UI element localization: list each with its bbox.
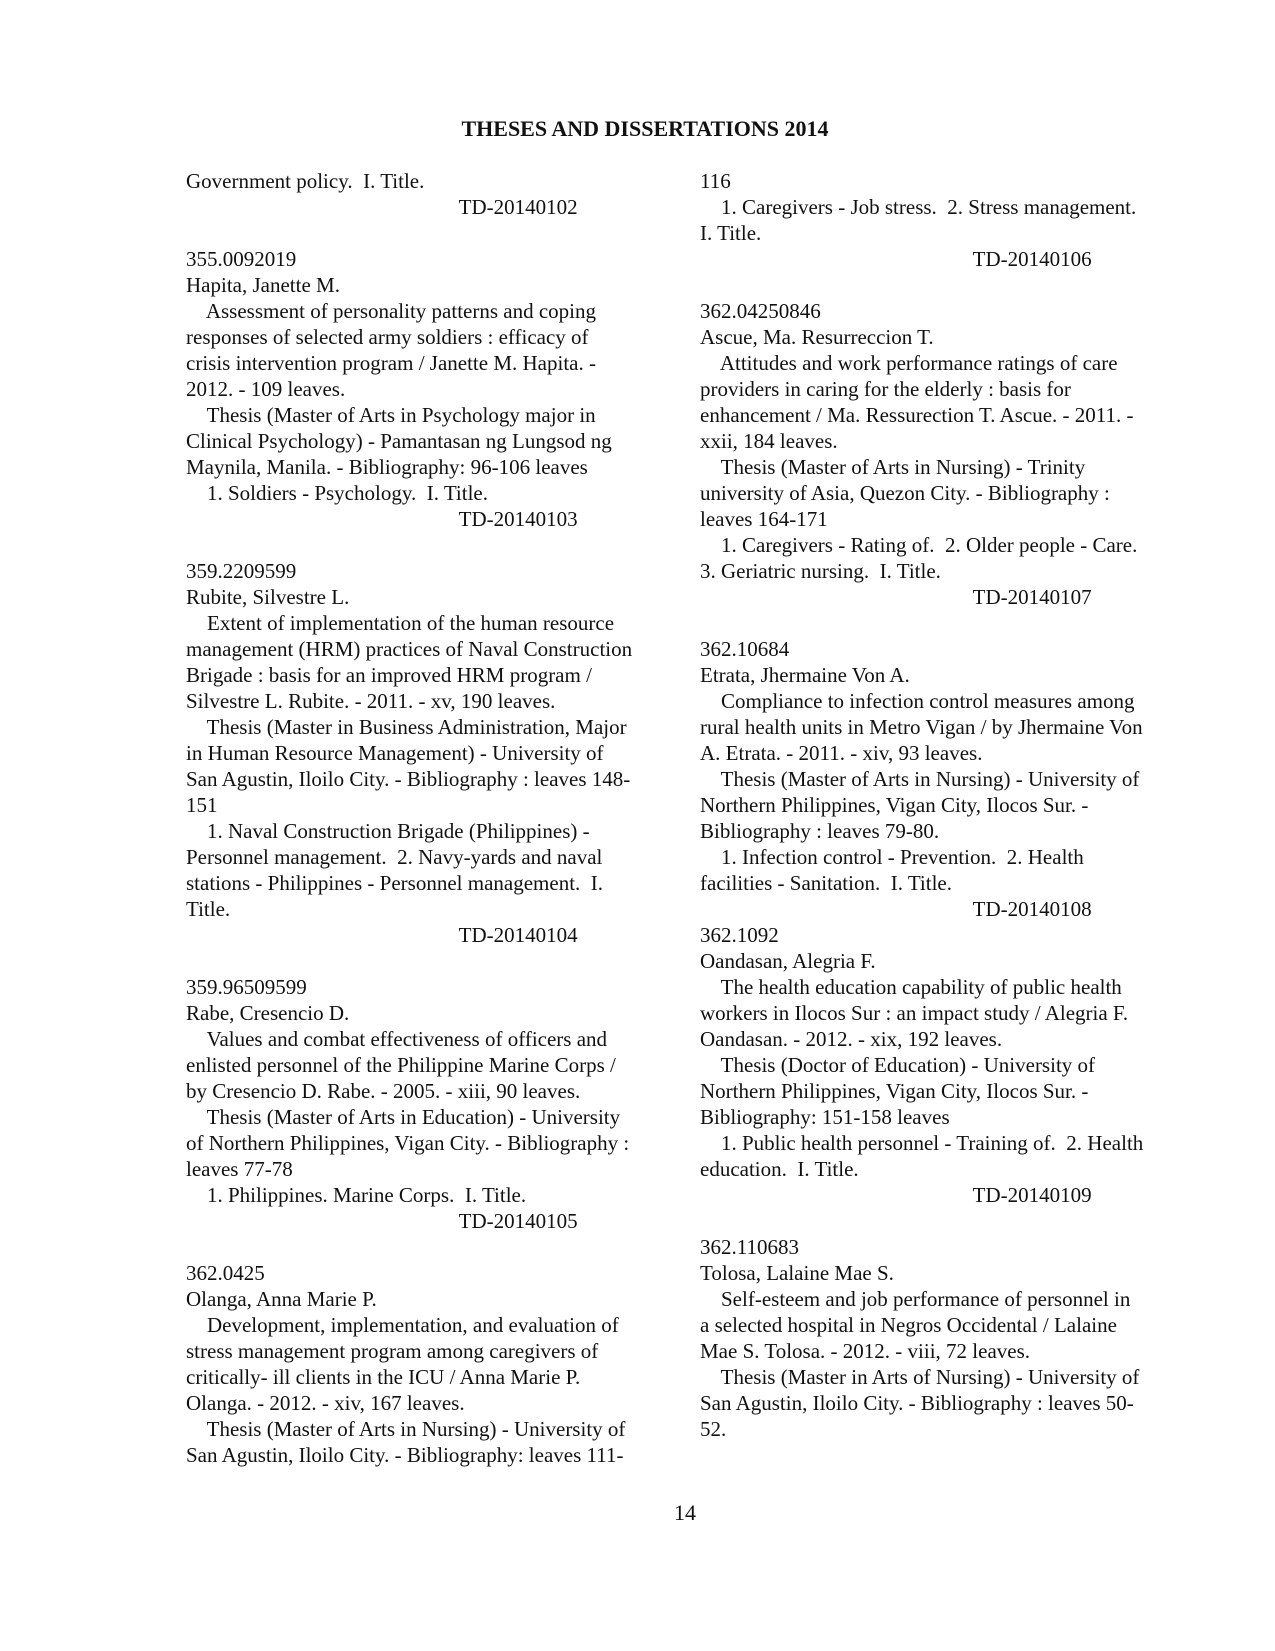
text-line: San Agustin, Iloilo City. - Bibliography : leaves 50- xyxy=(700,1391,1134,1415)
blank-line xyxy=(700,1208,1170,1234)
text-line: The health education capability of public health xyxy=(700,975,1122,999)
text-line: Hapita, Janette M. xyxy=(186,273,340,297)
text-line: Rubite, Silvestre L. xyxy=(186,585,350,609)
text-line: Northern Philippines, Vigan City, Ilocos Sur. - xyxy=(700,1079,1089,1103)
blank-line xyxy=(700,610,1170,636)
text-line: by Cresencio D. Rabe. - 2005. - xiii, 90 leaves. xyxy=(186,1079,581,1103)
text-line: 1. Soldiers - Psychology. I. Title. xyxy=(186,481,488,505)
text-line: TD-20140107 xyxy=(700,585,1092,609)
text-line: providers in caring for the elderly : basis for xyxy=(700,377,1071,401)
text-line: TD-20140109 xyxy=(700,1183,1092,1207)
text-line: Rabe, Cresencio D. xyxy=(186,1001,350,1025)
text-line: Development, implementation, and evaluation of xyxy=(186,1313,619,1337)
text-line: 355.0092019 xyxy=(186,247,297,271)
text-line: enlisted personnel of the Philippine Marine Corps / xyxy=(186,1053,616,1077)
text-line: in Human Resource Management) - University of xyxy=(186,741,604,765)
text-line: a selected hospital in Negros Occidental / Lalaine xyxy=(700,1313,1117,1337)
text-line: Thesis (Master of Arts in Psychology major in xyxy=(186,403,596,427)
text-line: I. Title. xyxy=(700,221,762,245)
text-line: Thesis (Doctor of Education) - University of xyxy=(700,1053,1096,1077)
text-line: 1. Philippines. Marine Corps. I. Title. xyxy=(186,1183,527,1207)
blank-line xyxy=(186,220,656,246)
text-line: Attitudes and work performance ratings of care xyxy=(700,351,1118,375)
text-line: management (HRM) practices of Naval Construction xyxy=(186,637,633,661)
text-line: Oandasan, Alegria F. xyxy=(700,949,876,973)
text-line: TD-20140108 xyxy=(700,897,1092,921)
text-line: Government policy. I. Title. xyxy=(186,169,425,193)
text-line: critically- ill clients in the ICU / Anna Marie P. xyxy=(186,1365,581,1389)
text-line: 362.110683 xyxy=(700,1235,799,1259)
text-line: 362.04250846 xyxy=(700,299,821,323)
text-line: Values and combat effectiveness of officers and xyxy=(186,1027,608,1051)
text-line: Bibliography : leaves 79-80. xyxy=(700,819,940,843)
text-line: Thesis (Master in Business Administration, Major xyxy=(186,715,627,739)
text-line: 151 xyxy=(186,793,218,817)
text-line: Olanga. - 2012. - xiv, 167 leaves. xyxy=(186,1391,465,1415)
text-line: 1. Caregivers - Job stress. 2. Stress management. xyxy=(700,195,1137,219)
text-line: Title. xyxy=(186,897,231,921)
text-line: TD-20140104 xyxy=(186,923,578,947)
text-line: stations - Philippines - Personnel management. I. xyxy=(186,871,604,895)
text-line: enhancement / Ma. Ressurection T. Ascue. - 2011. - xyxy=(700,403,1134,427)
text-line: leaves 77-78 xyxy=(186,1157,293,1181)
text-line: Etrata, Jhermaine Von A. xyxy=(700,663,910,687)
text-line: TD-20140106 xyxy=(700,247,1092,271)
text-line: Bibliography: 151-158 leaves xyxy=(700,1105,950,1129)
text-line: Olanga, Anna Marie P. xyxy=(186,1287,377,1311)
text-line: 1. Public health personnel - Training of. 2. Health xyxy=(700,1131,1144,1155)
text-line: Mae S. Tolosa. - 2012. - viii, 72 leaves. xyxy=(700,1339,1031,1363)
blank-line xyxy=(700,272,1170,298)
text-line: Maynila, Manila. - Bibliography: 96-106 leaves xyxy=(186,455,588,479)
text-line: 1. Naval Construction Brigade (Philippines) - xyxy=(186,819,590,843)
text-line: Ascue, Ma. Resurreccion T. xyxy=(700,325,934,349)
blank-line xyxy=(186,1234,656,1260)
text-line: Oandasan. - 2012. - xix, 192 leaves. xyxy=(700,1027,1003,1051)
page-title: THESES AND DISSERTATIONS 2014 xyxy=(461,116,829,141)
text-line: Thesis (Master of Arts in Nursing) - Trinity xyxy=(700,455,1086,479)
text-line: of Northern Philippines, Vigan City. - Bibliography : xyxy=(186,1131,630,1155)
text-line: education. I. Title. xyxy=(700,1157,859,1181)
text-line: 362.0425 xyxy=(186,1261,265,1285)
page-number: 14 xyxy=(674,1500,696,1525)
text-line: xxii, 184 leaves. xyxy=(700,429,838,453)
text-line: Compliance to infection control measures among xyxy=(700,689,1135,713)
text-line: Clinical Psychology) - Pamantasan ng Lungsod ng xyxy=(186,429,612,453)
text-line: TD-20140105 xyxy=(186,1209,578,1233)
text-line: Thesis (Master of Arts in Nursing) - University of xyxy=(186,1417,626,1441)
text-line: responses of selected army soldiers : efficacy of xyxy=(186,325,589,349)
text-line: 2012. - 109 leaves. xyxy=(186,377,346,401)
text-line: Extent of implementation of the human resource xyxy=(186,611,615,635)
text-line: 362.1092 xyxy=(700,923,779,947)
text-line: Personnel management. 2. Navy-yards and naval xyxy=(186,845,603,869)
blank-line xyxy=(186,532,656,558)
text-line: 359.2209599 xyxy=(186,559,297,583)
text-line: Thesis (Master of Arts in Nursing) - University of xyxy=(700,767,1140,791)
text-line: 1. Infection control - Prevention. 2. Health xyxy=(700,845,1084,869)
text-line: A. Etrata. - 2011. - xiv, 93 leaves. xyxy=(700,741,983,765)
text-line: crisis intervention program / Janette M. Hapita. - xyxy=(186,351,596,375)
text-line: TD-20140102 xyxy=(186,195,578,219)
text-line: 52. xyxy=(700,1417,727,1441)
text-line: stress management program among caregivers of xyxy=(186,1339,599,1363)
text-line: university of Asia, Quezon City. - Bibliography : xyxy=(700,481,1110,505)
text-line: 362.10684 xyxy=(700,637,790,661)
text-line: Thesis (Master of Arts in Education) - University xyxy=(186,1105,621,1129)
text-line: 116 xyxy=(700,169,731,193)
text-line: Thesis (Master in Arts of Nursing) - University of xyxy=(700,1365,1140,1389)
text-line: facilities - Sanitation. I. Title. xyxy=(700,871,952,895)
text-line: 359.96509599 xyxy=(186,975,307,999)
text-line: leaves 164-171 xyxy=(700,507,828,531)
text-line: 1. Caregivers - Rating of. 2. Older people - Care. xyxy=(700,533,1138,557)
text-line: Assessment of personality patterns and coping xyxy=(186,299,597,323)
text-line: Northern Philippines, Vigan City, Ilocos Sur. - xyxy=(700,793,1089,817)
right-column xyxy=(700,168,1170,1442)
blank-line xyxy=(186,948,656,974)
text-line: TD-20140103 xyxy=(186,507,578,531)
left-column xyxy=(186,168,656,1468)
text-line: Tolosa, Lalaine Mae S. xyxy=(700,1261,894,1285)
text-line: rural health units in Metro Vigan / by Jhermaine Von xyxy=(700,715,1143,739)
text-line: Self-esteem and job performance of personnel in xyxy=(700,1287,1131,1311)
text-line: 3. Geriatric nursing. I. Title. xyxy=(700,559,941,583)
text-line: San Agustin, Iloilo City. - Bibliography : leaves 148- xyxy=(186,767,631,791)
text-line: Silvestre L. Rubite. - 2011. - xv, 190 leaves. xyxy=(186,689,556,713)
text-line: San Agustin, Iloilo City. - Bibliography: leaves 111- xyxy=(186,1443,624,1467)
text-line: workers in Ilocos Sur : an impact study / Alegria F. xyxy=(700,1001,1129,1025)
text-line: Brigade : basis for an improved HRM program / xyxy=(186,663,592,687)
